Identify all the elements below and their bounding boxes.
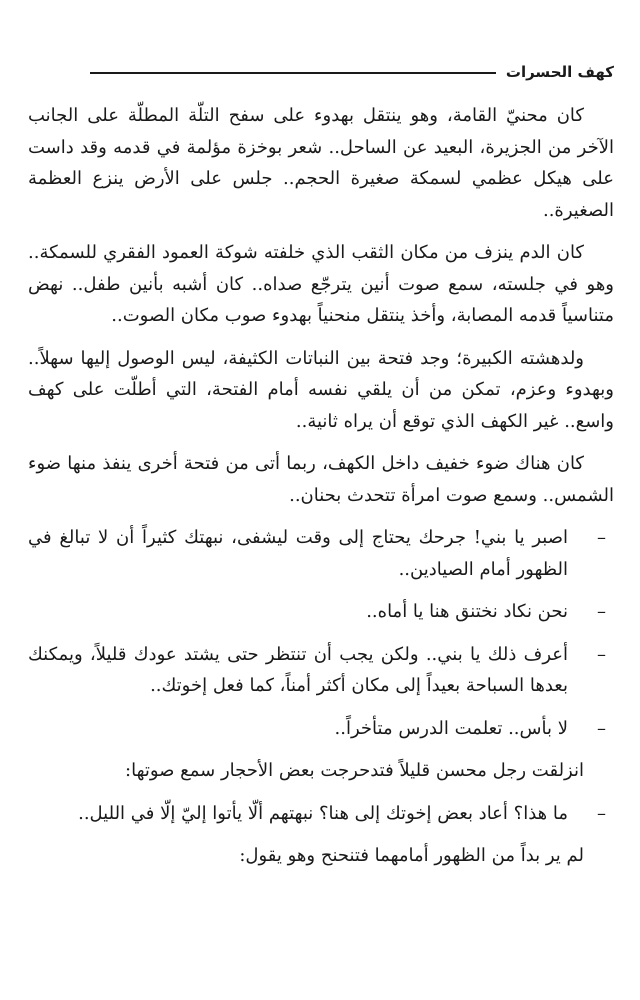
dialogue-dash: – — [597, 802, 606, 824]
header-rule — [90, 72, 496, 74]
dialogue-text: أعرف ذلك يا بني.. ولكن يجب أن تنتظر حتى يشتد عودك قليلاً، ويمكنك بعدها السباحة بعيداً إلى مكان أكثر أمناً، كما فعل إخوتك.. — [28, 643, 568, 696]
book-page — [28, 0, 614, 1000]
narration-line: انزلقت رجل محسن قليلاً فتدحرجت بعض الأحجار سمع صوتها: — [125, 760, 584, 781]
dialogue-line — [28, 798, 614, 830]
paragraph: ولدهشته الكبيرة؛ وجد فتحة بين النباتات الكثيفة، ليس الوصول إليها سهلاً.. وبهدوء وعزم، تمكن من أن يلقي نفسه أمام الفتحة، التي أطلّت على كهف واسع.. غير الكهف الذي توقع أن يراه ثانية.. — [28, 347, 614, 432]
narration-line: لم ير بداً من الظهور أمامهما فتنحنح وهو يقول: — [239, 845, 584, 866]
dialogue-dash: – — [597, 527, 606, 548]
dialogue-text: نحن نكاد نختنق هنا يا أماه.. — [366, 601, 568, 622]
running-header — [28, 58, 614, 86]
dialogue-line — [28, 713, 614, 745]
paragraph: كان هناك ضوء خفيف داخل الكهف، ربما أتى من فتحة أخرى ينفذ منها ضوء الشمس.. وسمع صوت امرأة تتحدث بحنان.. — [28, 453, 614, 506]
dialogue-dash: – — [597, 601, 606, 622]
dialogue-text: ما هذا؟ أعاد بعض إخوتك إلى هنا؟ نبهتهم ألّا يأتوا إليّ إلّا في الليل.. — [78, 802, 568, 824]
dialogue-dash: – — [597, 717, 606, 739]
page-body — [28, 100, 614, 883]
dialogue-dash: – — [597, 643, 606, 665]
paragraph: كان الدم ينزف من مكان الثقب الذي خلفته شوكة العمود الفقري للسمكة.. وهو في جلسته، سمع صوت أنين يترجّع صداه.. كان أشبه بأنين طفل.. نهض متناسياً قدمه المصابة، وأخذ ينتقل منحنياً بهدوء صوب مكان الصوت.. — [28, 242, 614, 326]
dialogue-line — [28, 639, 614, 702]
book-title: كهف الحسرات — [505, 63, 614, 81]
dialogue-text: لا بأس.. تعلمت الدرس متأخراً.. — [334, 717, 568, 739]
dialogue-line — [28, 596, 614, 628]
dialogue-text: اصبر يا بني! جرحك يحتاج إلى وقت ليشفى، نبهتك كثيراً أن لا تبالغ في الظهور أمام الصيادين.. — [28, 527, 568, 580]
dialogue-line — [28, 522, 614, 585]
paragraph: كان محنيّ القامة، وهو ينتقل بهدوء على سفح التلّة المطلّة على الجانب الآخر من الجزيرة، البعيد عن الساحل.. شعر بوخزة مؤلمة في قدمه وقد داست على هيكل عظمي لسمكة صغيرة الحجم.. جلس على الأرض ينزع العظمة الصغيرة.. — [28, 105, 614, 221]
